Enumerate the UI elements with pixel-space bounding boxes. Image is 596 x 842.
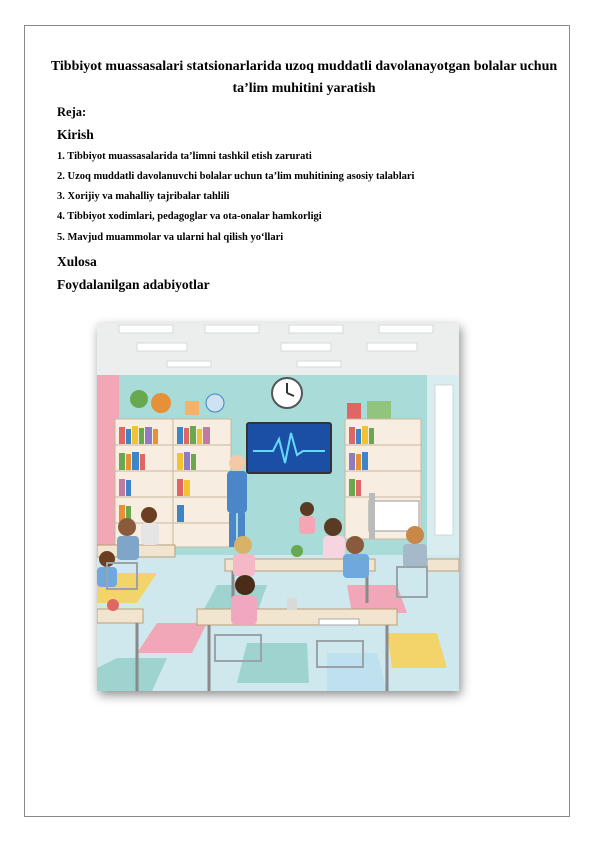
- references-heading: Foydalanilgan adabiyotlar: [57, 277, 210, 292]
- section-item-2: 2. Uzoq muddatli davolanuvchi bolalar uchun ta’lim muhitining asosiy talablari: [57, 171, 415, 182]
- table-front: [197, 609, 397, 625]
- hospital-classroom-illustration: [97, 323, 459, 691]
- section-item-1: 1. Tibbiyot muassasalarida ta’limni tashkil etish zarurati: [57, 151, 312, 162]
- intro-heading: Kirish: [57, 127, 94, 142]
- plan-label: Reja:: [57, 105, 87, 119]
- section-item-4: 4. Tibbiyot xodimlari, pedagoglar va ota-onalar hamkorligi: [57, 211, 322, 222]
- hospital-bed: [369, 501, 419, 531]
- document-title: Tibbiyot muassasalari statsionarlarida uzoq muddatli davolanayotgan bolalar uchun ta’lim muhitini yaratish: [50, 59, 558, 96]
- conclusion-heading: Xulosa: [57, 254, 97, 269]
- section-item-5: 5. Mavjud muammolar va ularni hal qilish yo‘llari: [57, 232, 284, 243]
- section-item-3: 3. Xorijiy va mahalliy tajribalar tahlili: [57, 191, 230, 202]
